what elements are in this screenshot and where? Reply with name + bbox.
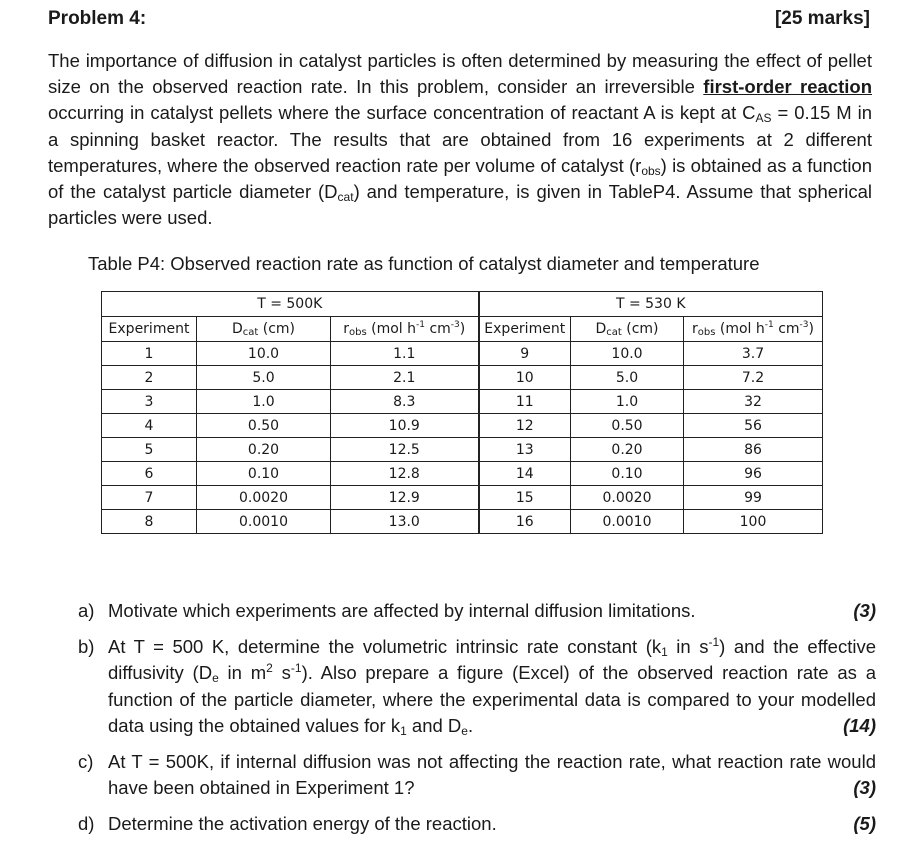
- table-cell: 1.0: [571, 390, 684, 414]
- statement-text-3: = 0.15 M in a spinning basket reactor. The results that are obtained from 16 experiments at 2 different temperatures, where the observed reaction rate per volume of catalyst (r: [48, 102, 872, 176]
- table-cell: 12.8: [331, 462, 479, 486]
- question-text: Motivate which experiments are affected by internal diffusion limitations.: [108, 600, 696, 621]
- table-cell: 0.0010: [197, 510, 331, 534]
- table-cell: 12.9: [331, 486, 479, 510]
- questions-list: [78, 598, 876, 846]
- cas-subscript: AS: [755, 111, 772, 126]
- dcat-subscript: cat: [337, 190, 354, 205]
- table-cell: 0.20: [197, 438, 331, 462]
- temperature-header-row: [102, 292, 823, 317]
- question-text: At T = 500 K, determine the volumetric intrinsic rate constant ($k_1$ in $s^{-1}$) and the effective diffusivity ($D_e$ in $m^2$ $s^{-1}$). Also prepare a figure (Excel) of the observed reaction rate as a function of the particle diameter, where the experimental data is compared to your modelled data using the obtained values for $k_1$ and $D_e$.: [108, 634, 877, 738]
- question-letter: a): [78, 600, 95, 621]
- table-cell: 9: [479, 342, 571, 366]
- question-d: [78, 811, 876, 838]
- table-cell: 0.20: [571, 438, 684, 462]
- table-cell: 13.0: [331, 510, 479, 534]
- table-cell: 1: [102, 342, 197, 366]
- temp-530-header: T = 530 K: [479, 292, 823, 317]
- robs-header: $r_{obs}$ (mol $h^{-1}$ $cm^{-3}$): [684, 317, 823, 342]
- first-order-reaction-emphasis: first-order reaction: [703, 76, 872, 98]
- problem-title: Problem 4:: [48, 8, 147, 29]
- reaction-rate-table: [101, 291, 823, 534]
- table-cell: 0.10: [197, 462, 331, 486]
- table-cell: 3: [102, 390, 197, 414]
- statement-text-5: ) and temperature, is given in TableP4. Assume that spherical particles were used.: [48, 181, 872, 229]
- table-cell: 2: [102, 366, 197, 390]
- question-text: Determine the activation energy of the reaction.: [108, 812, 497, 834]
- table-cell: 5.0: [197, 366, 331, 390]
- table-row: [102, 342, 823, 366]
- question-marks: (3): [853, 777, 876, 798]
- column-header-row: [102, 317, 823, 342]
- table-cell: 0.10: [571, 462, 684, 486]
- question-marks: (3): [853, 600, 876, 621]
- table-cell: 0.0020: [197, 486, 331, 510]
- table-cell: 0.50: [571, 414, 684, 438]
- robs-header: $r_{obs}$ (mol $h^{-1}$ $cm^{-3}$): [331, 317, 479, 342]
- table-row: [102, 462, 823, 486]
- table-cell: 10.0: [571, 342, 684, 366]
- dcat-header: $D_{cat}$ (cm): [197, 317, 331, 342]
- table-cell: 6: [102, 462, 197, 486]
- table-cell: 4: [102, 414, 197, 438]
- table-cell: 0.50: [197, 414, 331, 438]
- table-cell: 12: [479, 414, 571, 438]
- question-marks: (14): [843, 715, 876, 736]
- table-row: [102, 510, 823, 534]
- table-cell: 99: [684, 486, 823, 510]
- table-cell: 15: [479, 486, 571, 510]
- table-cell: 11: [479, 390, 571, 414]
- problem-statement: [48, 48, 872, 231]
- table-cell: 32: [684, 390, 823, 414]
- table-cell: 7.2: [684, 366, 823, 390]
- table-cell: 2.1: [331, 366, 479, 390]
- table-cell: 3.7: [684, 342, 823, 366]
- table-row: [102, 438, 823, 462]
- table-cell: 0.0010: [571, 510, 684, 534]
- total-marks: [25 marks]: [774, 8, 870, 29]
- table-cell: 10: [479, 366, 571, 390]
- question-letter: b): [78, 635, 95, 657]
- table-cell: 14: [479, 462, 571, 486]
- table-cell: 16: [479, 510, 571, 534]
- table-cell: 12.5: [331, 438, 479, 462]
- table-cell: 10.9: [331, 414, 479, 438]
- table-cell: 8: [102, 510, 197, 534]
- table-row: [102, 414, 823, 438]
- experiment-header: Experiment: [479, 317, 571, 342]
- temp-500-header: T = 500K: [102, 292, 479, 317]
- table-cell: 86: [684, 438, 823, 462]
- question-c: [78, 749, 876, 802]
- table-cell: 1.0: [197, 390, 331, 414]
- table-cell: 96: [684, 462, 823, 486]
- table-cell: 0.0020: [571, 486, 684, 510]
- robs-subscript: obs: [641, 163, 661, 178]
- table-row: [102, 366, 823, 390]
- dcat-header: $D_{cat}$ (cm): [571, 317, 684, 342]
- table-caption: Table P4: Observed reaction rate as function of catalyst diameter and temperature: [88, 253, 760, 274]
- statement-text-4: ) is obtained as a function of the catalyst particle diameter (D: [48, 154, 873, 203]
- table-cell: 8.3: [331, 390, 479, 414]
- question-letter: d): [78, 812, 95, 834]
- table-cell: 100: [684, 510, 823, 534]
- question-letter: c): [78, 750, 94, 772]
- table-cell: 5: [102, 438, 197, 462]
- table-cell: 1.1: [331, 342, 479, 366]
- table-row: [102, 390, 823, 414]
- statement-text-1: The importance of diffusion in catalyst particles is often determined by measuring the effect of pellet size on the observed reaction rate. In this problem, consider an irreversible: [48, 50, 872, 98]
- table-cell: 13: [479, 438, 571, 462]
- table-cell: 7: [102, 486, 197, 510]
- experiment-header: Experiment: [102, 317, 197, 342]
- statement-text-2: occurring in catalyst pellets where the surface concentration of reactant A is kept at C: [48, 102, 756, 124]
- table-row: [102, 486, 823, 510]
- question-b: [78, 634, 876, 740]
- table-cell: 10.0: [197, 342, 331, 366]
- question-a: [78, 598, 876, 625]
- question-marks: (5): [853, 812, 876, 834]
- table-cell: 5.0: [571, 366, 684, 390]
- question-text: At T = 500K, if internal diffusion was not affecting the reaction rate, what reaction rate would have been obtained in Experiment 1?: [108, 750, 876, 798]
- table-cell: 56: [684, 414, 823, 438]
